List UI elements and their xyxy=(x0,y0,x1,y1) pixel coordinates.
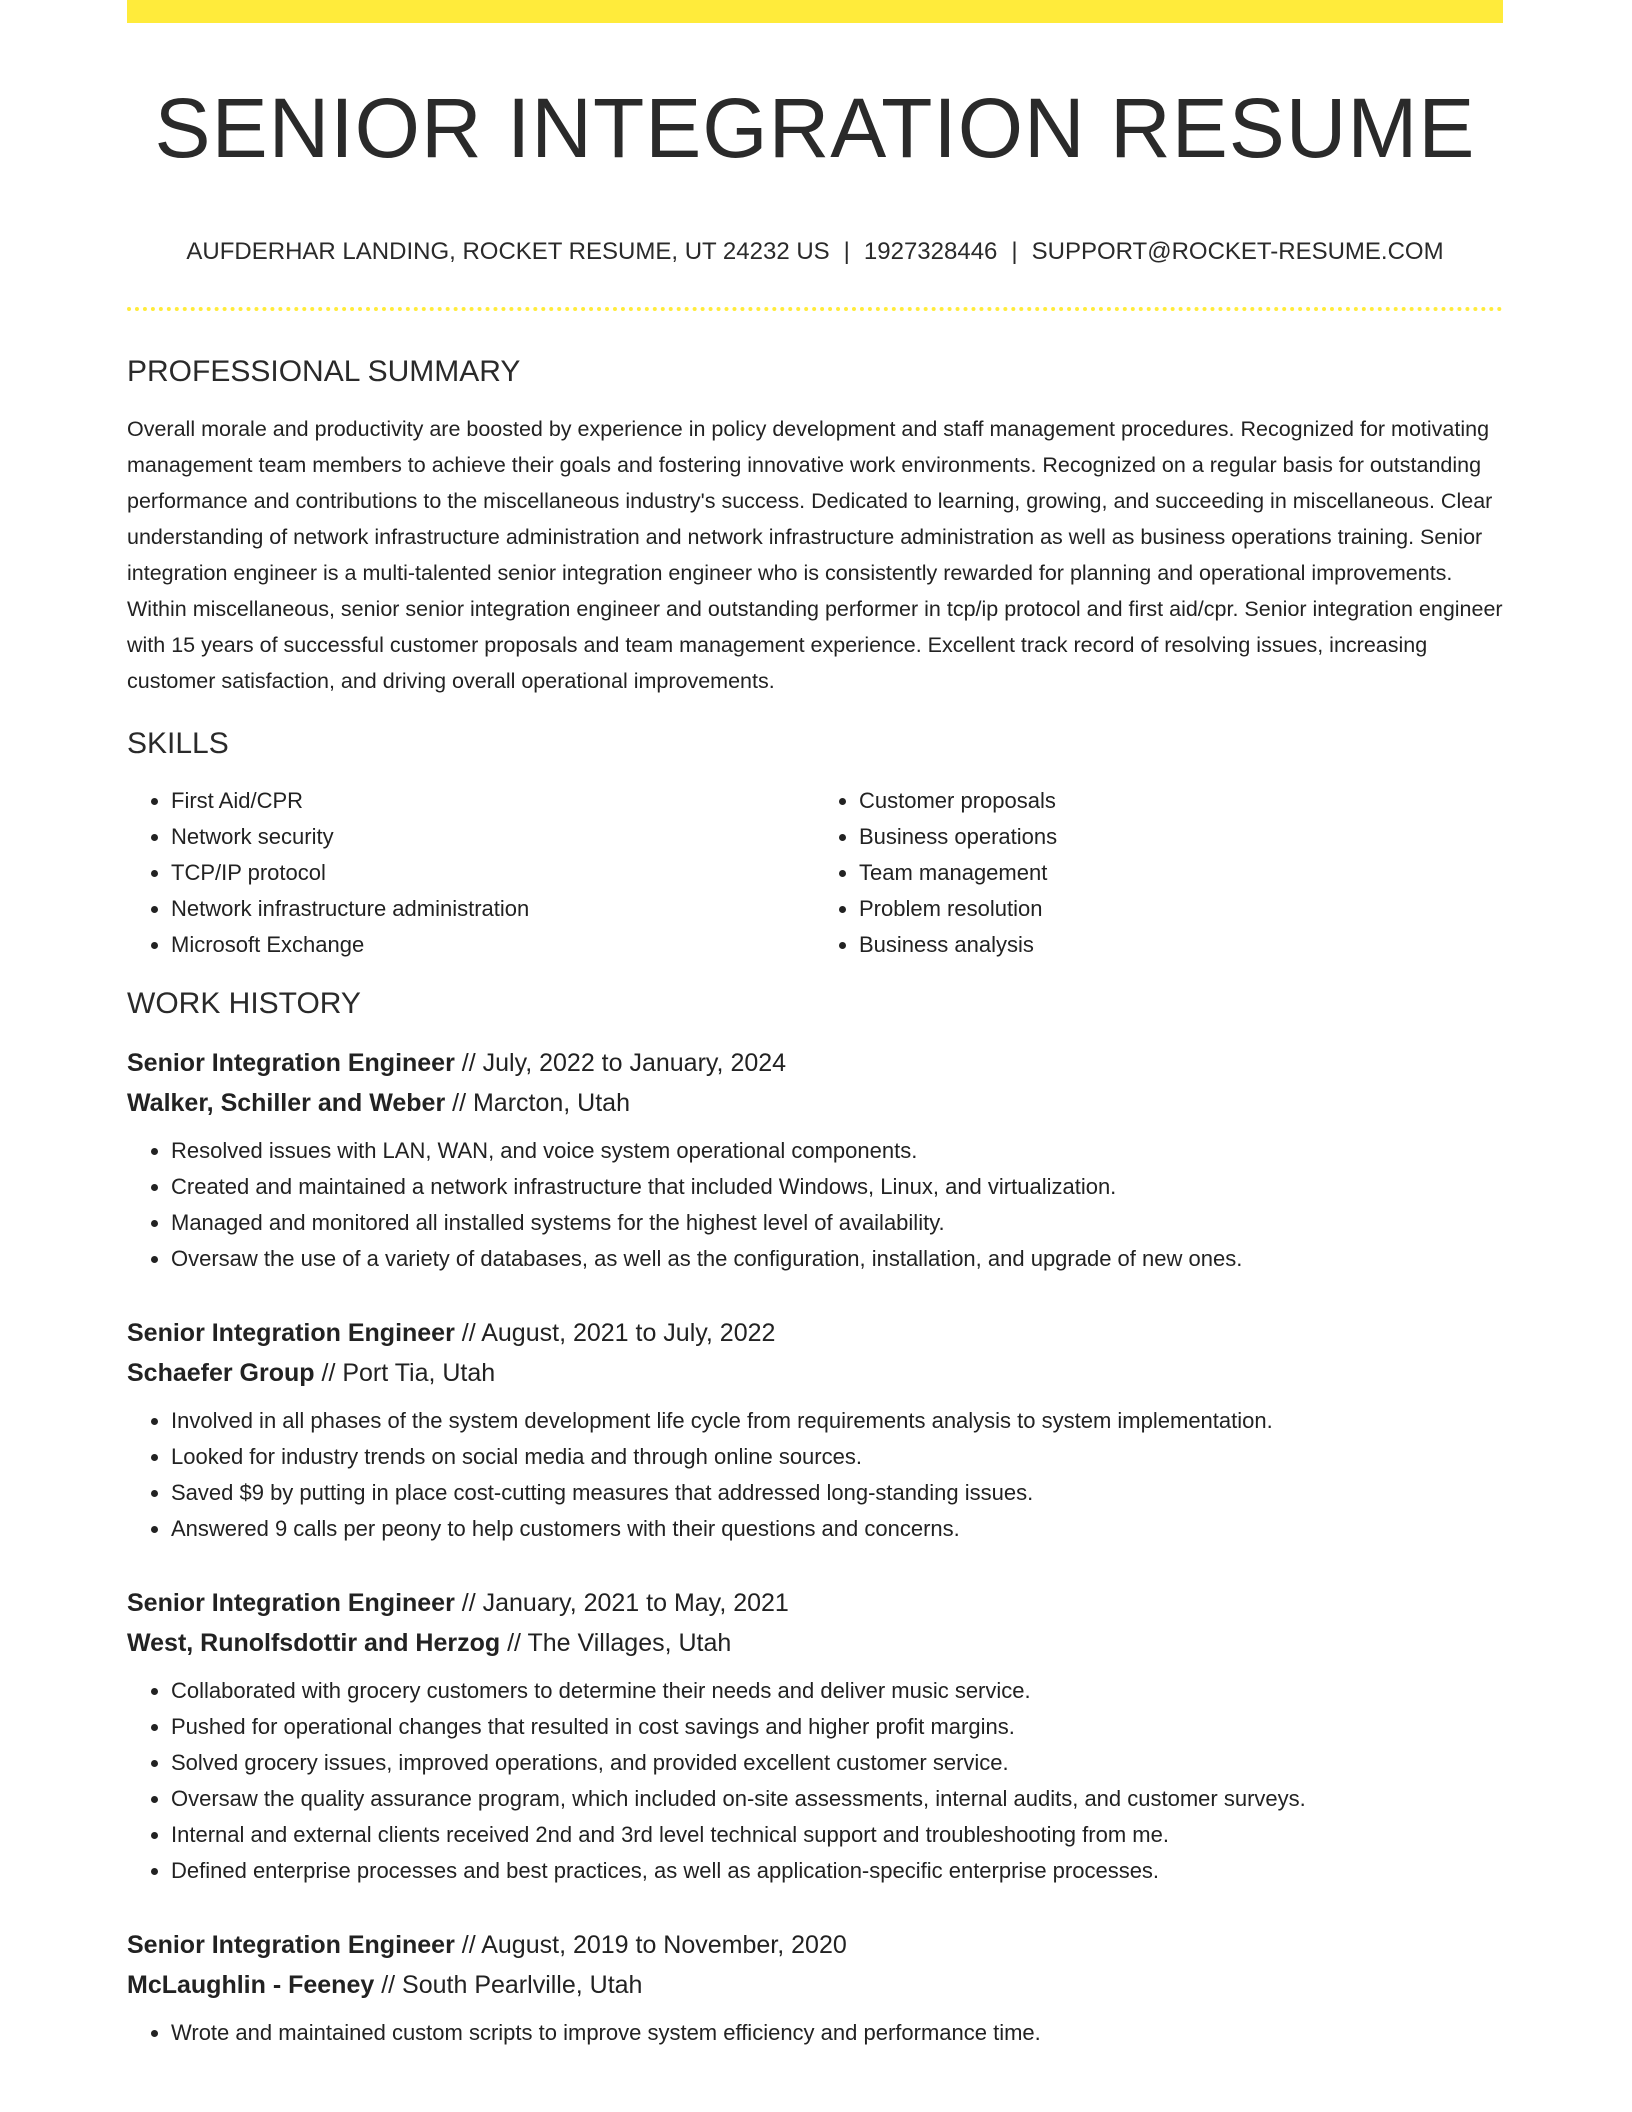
job-bullet: • Saved $9 by putting in place cost-cutting measures that addressed long-standing issues. xyxy=(171,1475,1503,1511)
job-bullets xyxy=(127,1403,1503,1547)
contact-address: AUFDERHAR LANDING, ROCKET RESUME, UT 24232 US xyxy=(186,238,830,265)
job-bullet: • Resolved issues with LAN, WAN, and voice system operational components. xyxy=(171,1133,1503,1169)
contact-phone: 1927328446 xyxy=(863,238,998,265)
job-bullet: • Internal and external clients received 2nd and 3rd level technical support and troubleshooting from me. xyxy=(171,1817,1503,1853)
job-company: Schaefer Group xyxy=(127,1359,315,1387)
skills-column-left xyxy=(127,783,815,963)
job-title-line xyxy=(127,1313,1503,1353)
skills-heading: SKILLS xyxy=(127,727,229,760)
job-bullet: • Oversaw the quality assurance program, which included on-site assessments, internal audits, and customer surveys. xyxy=(171,1781,1503,1817)
summary-heading: PROFESSIONAL SUMMARY xyxy=(127,355,521,388)
job-bullet: • Pushed for operational changes that resulted in cost savings and higher profit margins. xyxy=(171,1709,1503,1745)
job-title-line xyxy=(127,1043,1503,1083)
job-title-line xyxy=(127,1583,1503,1623)
contact-separator: | xyxy=(1011,238,1018,265)
job-entry xyxy=(127,1313,1503,1547)
contact-line xyxy=(127,238,1503,266)
resume-body xyxy=(127,355,1503,2087)
dotted-divider xyxy=(127,307,1503,311)
skill-item: • Customer proposals xyxy=(859,783,1503,819)
job-location: // Port Tia, Utah xyxy=(314,1359,496,1387)
job-entry xyxy=(127,1583,1503,1889)
job-bullet: • Collaborated with grocery customers to determine their needs and deliver music service. xyxy=(171,1673,1503,1709)
job-location: // The Villages, Utah xyxy=(500,1629,732,1657)
job-title: Senior Integration Engineer xyxy=(127,1049,455,1077)
job-company-line xyxy=(127,1083,1503,1123)
summary-text: Overall morale and productivity are boosted by experience in policy development and staff management procedures. Recognized for motivating management team members to achieve their goals and fostering innovative work environments. Recognized on a regular basis for outstanding performance and contributions to the miscellaneous industry's success. Dedicated to learning, growing, and succeeding in miscellaneous. Clear understanding of network infrastructure administration and network infrastructure administration as well as business operations training. Senior integration engineer is a multi-talented senior integration engineer who is consistently rewarded for planning and operational improvements. Within miscellaneous, senior senior integration engineer and outstanding performer in tcp/ip protocol and first aid/cpr. Senior integration engineer with 15 years of successful customer proposals and team management experience. Excellent track record of resolving issues, increasing customer satisfaction, and driving overall operational improvements. xyxy=(127,417,1503,693)
skill-item: • Problem resolution xyxy=(859,891,1503,927)
skill-item: • Team management xyxy=(859,855,1503,891)
job-bullet: • Looked for industry trends on social media and through online sources. xyxy=(171,1439,1503,1475)
job-company: West, Runolfsdottir and Herzog xyxy=(127,1629,501,1657)
job-dates: // January, 2021 to May, 2021 xyxy=(454,1589,789,1617)
job-entry xyxy=(127,1925,1503,2051)
top-accent-bar xyxy=(127,0,1503,23)
skill-item: • Microsoft Exchange xyxy=(171,927,815,963)
job-bullets xyxy=(127,2015,1503,2051)
job-bullets xyxy=(127,1673,1503,1889)
job-bullet: • Answered 9 calls per peony to help customers with their questions and concerns. xyxy=(171,1511,1503,1547)
job-bullet: • Wrote and maintained custom scripts to improve system efficiency and performance time. xyxy=(171,2015,1503,2051)
job-bullet: • Managed and monitored all installed systems for the highest level of availability. xyxy=(171,1205,1503,1241)
job-bullet: • Involved in all phases of the system development life cycle from requirements analysis to system implementation. xyxy=(171,1403,1503,1439)
job-title: Senior Integration Engineer xyxy=(127,1589,455,1617)
work-history-heading: WORK HISTORY xyxy=(127,987,361,1020)
job-bullet: • Oversaw the use of a variety of databases, as well as the configuration, installation, and upgrade of new ones. xyxy=(171,1241,1503,1277)
job-bullet: • Defined enterprise processes and best practices, as well as application-specific enterprise processes. xyxy=(171,1853,1503,1889)
job-dates: // July, 2022 to January, 2024 xyxy=(454,1049,787,1077)
resume-title: SENIOR INTEGRATION RESUME xyxy=(154,81,1476,175)
job-company-line xyxy=(127,1353,1503,1393)
job-dates: // August, 2021 to July, 2022 xyxy=(454,1319,776,1347)
job-bullet: • Created and maintained a network infrastructure that included Windows, Linux, and virtualization. xyxy=(171,1169,1503,1205)
skill-item: • TCP/IP protocol xyxy=(171,855,815,891)
skill-item: • Business operations xyxy=(859,819,1503,855)
skill-item: • Business analysis xyxy=(859,927,1503,963)
job-dates: // August, 2019 to November, 2020 xyxy=(454,1931,847,1959)
job-company-line xyxy=(127,1623,1503,1663)
job-company: Walker, Schiller and Weber xyxy=(127,1089,446,1117)
skills-list xyxy=(127,783,1503,963)
contact-separator: | xyxy=(843,238,850,265)
job-entry xyxy=(127,1043,1503,1277)
job-bullet: • Solved grocery issues, improved operations, and provided excellent customer service. xyxy=(171,1745,1503,1781)
job-title-line xyxy=(127,1925,1503,1965)
job-company: McLaughlin - Feeney xyxy=(127,1971,375,1999)
job-location: // Marcton, Utah xyxy=(445,1089,630,1117)
skill-item: • Network infrastructure administration xyxy=(171,891,815,927)
skills-column-right xyxy=(815,783,1503,963)
skill-item: • Network security xyxy=(171,819,815,855)
skill-item: • First Aid/CPR xyxy=(171,783,815,819)
job-title: Senior Integration Engineer xyxy=(127,1931,455,1959)
job-bullets xyxy=(127,1133,1503,1277)
job-company-line xyxy=(127,1965,1503,2005)
job-title: Senior Integration Engineer xyxy=(127,1319,455,1347)
job-location: // South Pearlville, Utah xyxy=(374,1971,643,1999)
contact-email: SUPPORT@ROCKET-RESUME.COM xyxy=(1031,238,1444,265)
